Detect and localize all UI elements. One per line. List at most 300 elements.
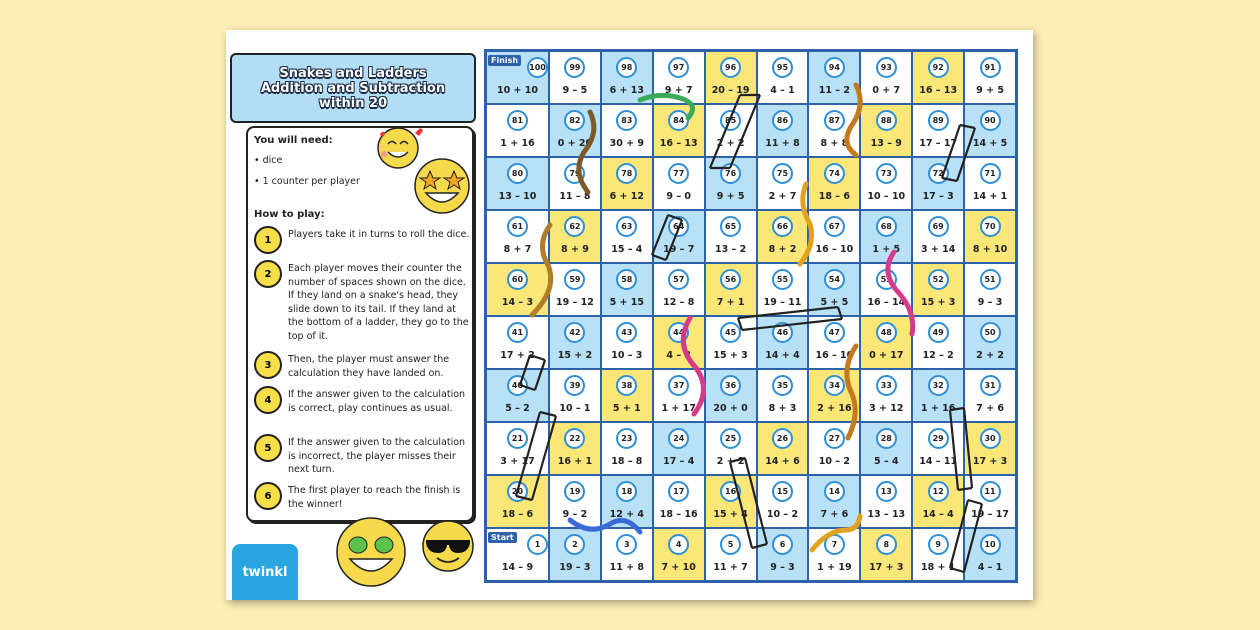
square-calculation: 16 – 13	[659, 138, 698, 149]
board-square-81	[486, 104, 549, 157]
square-number: 68	[876, 216, 897, 237]
board-square-26	[757, 422, 809, 475]
finish-label: Finish	[488, 55, 521, 66]
square-calculation: 18 – 16	[659, 509, 698, 520]
step-text: If the answer given to the calculation is incorrect, the player misses their next turn.	[288, 437, 466, 475]
square-calculation: 14 – 9	[501, 562, 534, 573]
step-number: 2	[254, 260, 282, 288]
board-square-98	[601, 51, 653, 104]
board-square-14	[808, 475, 860, 528]
square-number: 50	[980, 322, 1001, 343]
twinkl-logo	[232, 544, 298, 600]
square-number: 52	[928, 269, 949, 290]
square-calculation: 9 – 2	[562, 509, 588, 520]
square-number: 27	[824, 428, 845, 449]
square-calculation: 6 + 12	[609, 191, 645, 202]
square-calculation: 11 + 8	[765, 138, 800, 149]
square-number: 32	[928, 375, 949, 396]
square-calculation: 13 – 2	[715, 244, 747, 255]
square-number: 14	[824, 481, 845, 502]
square-number: 40	[507, 375, 528, 396]
board-square-48	[860, 316, 912, 369]
board-square-10	[964, 528, 1016, 581]
board-square-30	[964, 422, 1016, 475]
board-square-65	[705, 210, 757, 263]
step-number: 5	[254, 434, 282, 462]
board-square-92	[912, 51, 964, 104]
square-calculation: 30 + 9	[609, 138, 645, 149]
square-calculation: 10 – 1	[559, 403, 591, 414]
logo-text: twinkl	[242, 564, 288, 580]
square-number: 87	[824, 110, 845, 131]
square-calculation: 5 + 15	[609, 297, 645, 308]
square-number: 7	[824, 534, 845, 555]
square-number: 61	[507, 216, 528, 237]
board-square-3	[601, 528, 653, 581]
board-square-41	[486, 316, 549, 369]
board-square-67	[808, 210, 860, 263]
square-number: 84	[668, 110, 689, 131]
board-square-77	[653, 157, 705, 210]
board-square-6	[757, 528, 809, 581]
square-calculation: 14 + 1	[972, 191, 1008, 202]
square-calculation: 12 + 4	[609, 509, 645, 520]
board-square-21	[486, 422, 549, 475]
board-square-58	[601, 263, 653, 316]
square-calculation: 7 + 10	[661, 562, 696, 573]
square-number: 5	[720, 534, 741, 555]
square-calculation: 13 – 10	[498, 191, 537, 202]
board-square-34	[808, 369, 860, 422]
board-square-54	[808, 263, 860, 316]
square-calculation: 15 + 3	[713, 350, 748, 361]
square-number: 31	[980, 375, 1001, 396]
board-square-69	[912, 210, 964, 263]
board-square-60	[486, 263, 549, 316]
square-calculation: 11 + 7	[713, 562, 748, 573]
square-calculation: 9 – 0	[666, 191, 691, 202]
square-calculation: 9 + 7	[664, 85, 693, 96]
board-square-79	[549, 157, 601, 210]
board-square-29	[912, 422, 964, 475]
square-calculation: 17 – 3	[922, 191, 954, 202]
board-square-85	[705, 104, 757, 157]
square-number: 59	[564, 269, 585, 290]
square-number: 46	[772, 322, 793, 343]
square-number: 58	[616, 269, 637, 290]
board-square-87	[808, 104, 860, 157]
square-calculation: 20 + 0	[713, 403, 748, 414]
square-number: 43	[616, 322, 637, 343]
square-number: 92	[928, 57, 949, 78]
board-square-49	[912, 316, 964, 369]
board-square-25	[705, 422, 757, 475]
board-square-73	[860, 157, 912, 210]
square-number: 90	[980, 110, 1001, 131]
board-square-37	[653, 369, 705, 422]
board-square-24	[653, 422, 705, 475]
board-square-96	[705, 51, 757, 104]
board-square-63	[601, 210, 653, 263]
square-number: 3	[616, 534, 637, 555]
board-square-56	[705, 263, 757, 316]
square-calculation: 10 – 3	[611, 350, 643, 361]
board-square-8	[860, 528, 912, 581]
square-number: 85	[720, 110, 741, 131]
board-square-64	[653, 210, 705, 263]
step-text: Players take it in turns to roll the dice.	[288, 229, 470, 240]
square-calculation: 8 + 8	[820, 138, 849, 149]
board-square-52	[912, 263, 964, 316]
square-number: 26	[772, 428, 793, 449]
square-number: 19	[564, 481, 585, 502]
square-calculation: 7 + 6	[820, 509, 849, 520]
board-square-32	[912, 369, 964, 422]
square-number: 98	[616, 57, 637, 78]
square-calculation: 11 + 8	[609, 562, 645, 573]
board-square-50	[964, 316, 1016, 369]
title-line-1: Snakes and Ladders	[279, 65, 427, 81]
board-square-82	[549, 104, 601, 157]
square-number: 97	[668, 57, 689, 78]
board-square-90	[964, 104, 1016, 157]
board-square-51	[964, 263, 1016, 316]
square-number: 33	[876, 375, 897, 396]
square-number: 56	[720, 269, 741, 290]
square-calculation: 12 – 2	[922, 350, 954, 361]
square-calculation: 18 + 1	[920, 562, 956, 573]
square-calculation: 19 – 3	[559, 562, 591, 573]
square-number: 8	[876, 534, 897, 555]
square-calculation: 12 – 8	[663, 297, 695, 308]
square-calculation: 17 + 2	[500, 350, 535, 361]
square-calculation: 14 + 4	[765, 350, 800, 361]
square-calculation: 15 – 4	[611, 244, 643, 255]
step-text: Then, the player must answer the calculation they have landed on.	[288, 354, 450, 379]
square-number: 16	[720, 481, 741, 502]
square-calculation: 13 – 13	[867, 509, 906, 520]
board-square-94	[808, 51, 860, 104]
square-number: 73	[876, 163, 897, 184]
board-square-47	[808, 316, 860, 369]
board-square-72	[912, 157, 964, 210]
square-calculation: 2 + 2	[976, 350, 1004, 361]
square-calculation: 2 + 16	[817, 403, 852, 414]
square-calculation: 9 + 5	[976, 85, 1004, 96]
board-square-17	[653, 475, 705, 528]
square-calculation: 14 + 6	[765, 456, 800, 467]
square-number: 57	[668, 269, 689, 290]
board-square-23	[601, 422, 653, 475]
board-square-80	[486, 157, 549, 210]
square-calculation: 11 – 2	[818, 85, 850, 96]
square-number: 25	[720, 428, 741, 449]
square-number: 36	[720, 375, 741, 396]
board-square-36	[705, 369, 757, 422]
square-number: 41	[507, 322, 528, 343]
square-number: 91	[980, 57, 1001, 78]
square-number: 94	[824, 57, 845, 78]
square-calculation: 15 + 4	[713, 509, 748, 520]
square-calculation: 1 + 16	[920, 403, 956, 414]
square-calculation: 17 – 4	[663, 456, 695, 467]
board-square-70	[964, 210, 1016, 263]
square-calculation: 14 – 3	[501, 297, 534, 308]
square-number: 89	[928, 110, 949, 131]
board-square-45	[705, 316, 757, 369]
square-calculation: 19 – 17	[971, 509, 1009, 520]
board-square-71	[964, 157, 1016, 210]
board-square-42	[549, 316, 601, 369]
square-calculation: 13 – 9	[870, 138, 902, 149]
square-calculation: 14 – 4	[922, 509, 954, 520]
board-square-28	[860, 422, 912, 475]
square-calculation: 18 – 8	[611, 456, 643, 467]
square-number: 62	[564, 216, 585, 237]
square-number: 69	[928, 216, 949, 237]
square-calculation: 3 + 14	[920, 244, 956, 255]
square-calculation: 7 + 6	[976, 403, 1004, 414]
board-square-43	[601, 316, 653, 369]
square-number: 79	[564, 163, 585, 184]
square-calculation: 11 – 8	[559, 191, 591, 202]
square-number: 72	[928, 163, 949, 184]
square-calculation: 8 + 2	[768, 244, 797, 255]
square-number: 63	[616, 216, 637, 237]
square-number: 34	[824, 375, 845, 396]
board-square-68	[860, 210, 912, 263]
square-calculation: 10 + 10	[496, 85, 538, 96]
square-calculation: 4 – 1	[977, 562, 1003, 573]
board-square-12	[912, 475, 964, 528]
square-calculation: 1 + 19	[817, 562, 852, 573]
square-calculation: 5 + 1	[612, 403, 641, 414]
board-square-86	[757, 104, 809, 157]
square-calculation: 15 + 3	[920, 297, 956, 308]
square-calculation: 8 + 7	[503, 244, 532, 255]
game-board	[484, 49, 1018, 583]
square-calculation: 2 + 2	[716, 456, 745, 467]
square-calculation: 5 – 2	[505, 403, 530, 414]
step-number: 4	[254, 386, 282, 414]
square-calculation: 1 + 5	[872, 244, 901, 255]
square-number: 39	[564, 375, 585, 396]
board-square-39	[549, 369, 601, 422]
square-calculation: 15 + 2	[557, 350, 593, 361]
square-calculation: 4 – 3	[666, 350, 691, 361]
square-number: 47	[824, 322, 845, 343]
square-calculation: 16 – 10	[815, 244, 854, 255]
square-number: 99	[564, 57, 585, 78]
square-number: 51	[980, 269, 1001, 290]
square-number: 11	[980, 481, 1001, 502]
board-square-1	[486, 528, 549, 581]
square-calculation: 16 – 14	[867, 297, 906, 308]
step-number: 6	[254, 482, 282, 510]
board-square-27	[808, 422, 860, 475]
square-number: 70	[980, 216, 1001, 237]
square-number: 77	[668, 163, 689, 184]
board-square-18	[601, 475, 653, 528]
square-calculation: 19 – 11	[763, 297, 802, 308]
board-square-31	[964, 369, 1016, 422]
square-calculation: 9 + 5	[716, 191, 745, 202]
board-square-75	[757, 157, 809, 210]
title-line-3: within 20	[318, 95, 388, 111]
square-number: 100	[527, 57, 548, 78]
square-number: 15	[772, 481, 793, 502]
board-square-76	[705, 157, 757, 210]
square-calculation: 10 – 10	[867, 191, 906, 202]
step-text: Each player moves their counter the number of spaces shown on the dice. If they land on a snake's head, they slide down to its tail. If they land at the bottom of a ladder, they go to the top of it.	[288, 263, 469, 342]
square-number: 22	[564, 428, 585, 449]
board-square-97	[653, 51, 705, 104]
square-calculation: 16 – 10	[815, 350, 854, 361]
square-calculation: 4 – 1	[770, 85, 795, 96]
square-calculation: 9 – 3	[977, 297, 1003, 308]
square-calculation: 20 – 19	[711, 85, 750, 96]
square-number: 65	[720, 216, 741, 237]
square-number: 12	[928, 481, 949, 502]
square-number: 64	[668, 216, 689, 237]
board-square-35	[757, 369, 809, 422]
square-number: 44	[668, 322, 689, 343]
needs-item-dice: • dice	[254, 155, 283, 166]
square-number: 48	[876, 322, 897, 343]
square-number: 67	[824, 216, 845, 237]
money-eyes-emoji-icon	[334, 515, 408, 589]
square-number: 18	[616, 481, 637, 502]
square-number: 80	[507, 163, 528, 184]
square-calculation: 7 + 1	[716, 297, 745, 308]
square-number: 81	[507, 110, 528, 131]
square-number: 23	[616, 428, 637, 449]
board-square-95	[757, 51, 809, 104]
board-square-15	[757, 475, 809, 528]
board-square-2	[549, 528, 601, 581]
board-square-93	[860, 51, 912, 104]
board-square-89	[912, 104, 964, 157]
square-number: 88	[876, 110, 897, 131]
title-line-2: Addition and Subtraction	[260, 80, 446, 96]
square-number: 75	[772, 163, 793, 184]
square-number: 71	[980, 163, 1001, 184]
square-calculation: 16 – 13	[919, 85, 958, 96]
board-square-16	[705, 475, 757, 528]
square-calculation: 10 – 2	[818, 456, 850, 467]
board-square-7	[808, 528, 860, 581]
square-calculation: 1 + 16	[500, 138, 535, 149]
square-calculation: 19 – 7	[663, 244, 695, 255]
title-banner	[230, 53, 476, 123]
board-square-57	[653, 263, 705, 316]
board-square-11	[964, 475, 1016, 528]
square-calculation: 9 – 3	[770, 562, 795, 573]
square-calculation: 8 + 10	[972, 244, 1008, 255]
board-square-44	[653, 316, 705, 369]
board-square-61	[486, 210, 549, 263]
board-square-74	[808, 157, 860, 210]
board-square-33	[860, 369, 912, 422]
square-calculation: 14 – 11	[919, 456, 958, 467]
board-square-40	[486, 369, 549, 422]
board-square-99	[549, 51, 601, 104]
square-calculation: 6 + 13	[609, 85, 645, 96]
square-number: 49	[928, 322, 949, 343]
square-calculation: 17 + 3	[869, 562, 904, 573]
square-calculation: 19 – 12	[556, 297, 594, 308]
step-text: The first player to reach the finish is the winner!	[288, 485, 461, 510]
square-number: 20	[507, 481, 528, 502]
square-calculation: 0 + 20	[557, 138, 593, 149]
board-square-84	[653, 104, 705, 157]
square-number: 38	[616, 375, 637, 396]
board-square-66	[757, 210, 809, 263]
square-calculation: 10 – 2	[766, 509, 799, 520]
square-number: 37	[668, 375, 689, 396]
square-number: 42	[564, 322, 585, 343]
square-number: 76	[720, 163, 741, 184]
board-square-13	[860, 475, 912, 528]
square-number: 83	[616, 110, 637, 131]
square-number: 6	[772, 534, 793, 555]
square-number: 13	[876, 481, 897, 502]
square-number: 17	[668, 481, 689, 502]
board-square-4	[653, 528, 705, 581]
board-square-53	[860, 263, 912, 316]
start-label: Start	[488, 532, 517, 543]
board-square-91	[964, 51, 1016, 104]
star-eyes-emoji-icon	[412, 157, 472, 215]
square-calculation: 2 + 2	[716, 138, 745, 149]
square-number: 2	[564, 534, 585, 555]
square-calculation: 8 + 9	[561, 244, 589, 255]
square-number: 45	[720, 322, 741, 343]
board-square-46	[757, 316, 809, 369]
square-calculation: 5 + 5	[820, 297, 849, 308]
howto-heading: How to play:	[254, 209, 325, 220]
board-square-55	[757, 263, 809, 316]
square-calculation: 5 – 4	[873, 456, 899, 467]
square-number: 28	[876, 428, 897, 449]
board-square-9	[912, 528, 964, 581]
square-calculation: 0 + 7	[872, 85, 901, 96]
square-calculation: 3 + 17	[500, 456, 535, 467]
board-square-83	[601, 104, 653, 157]
square-calculation: 0 + 17	[869, 350, 904, 361]
square-number: 29	[928, 428, 949, 449]
square-number: 4	[668, 534, 689, 555]
square-number: 93	[876, 57, 897, 78]
board-square-22	[549, 422, 601, 475]
board-square-88	[860, 104, 912, 157]
square-number: 86	[772, 110, 793, 131]
board-square-5	[705, 528, 757, 581]
square-calculation: 2 + 7	[768, 191, 797, 202]
square-number: 78	[616, 163, 637, 184]
board-square-19	[549, 475, 601, 528]
needs-heading: You will need:	[254, 135, 333, 146]
step-text: If the answer given to the calculation is correct, play continues as usual.	[288, 389, 466, 414]
step-number: 1	[254, 226, 282, 254]
square-calculation: 14 + 5	[972, 138, 1008, 149]
square-number: 30	[980, 428, 1001, 449]
square-number: 53	[876, 269, 897, 290]
square-number: 96	[720, 57, 741, 78]
square-number: 74	[824, 163, 845, 184]
square-calculation: 16 + 1	[557, 456, 593, 467]
square-calculation: 18 – 6	[501, 509, 534, 520]
